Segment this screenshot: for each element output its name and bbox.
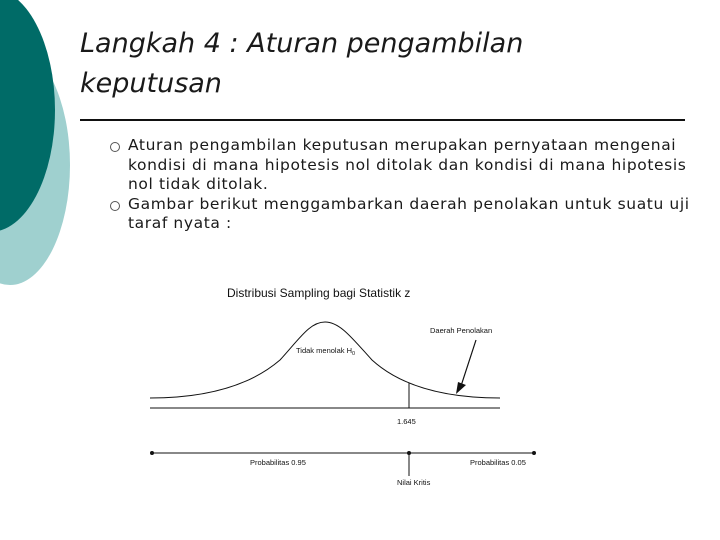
figure-title: Distribusi Sampling bagi Statistik z [227,286,411,300]
z-axis-right-end [532,451,536,455]
bullet-text: Aturan pengambilan keputusan merupakan pernyataan mengenai kondisi di mana hipotesis nol ditolak dan kondisi di mana hipotesis nol tidak ditolak. [128,136,687,193]
label-not-reject-subscript: 0 [352,351,356,357]
slide-title-line-2: keputusan [80,68,222,99]
label-reject-region: Daerah Penolakan [430,326,493,335]
z-axis-left-end [150,451,154,455]
arrow-head-icon [456,382,466,394]
probability-left-label: Probabilitas 0.95 [250,458,306,467]
label-not-reject [296,346,355,357]
label-not-reject-main: Tidak menolak H [296,346,352,355]
bullet-text: Gambar berikut menggambarkan daerah penolakan untuk suatu uji taraf nyata : [128,194,690,232]
critical-value-label: 1.645 [397,417,416,426]
critical-value-caption: Nilai Kritis [397,478,431,487]
slide-title-line-1: Langkah 4 : Aturan pengambilan [80,28,524,59]
arrow-shaft [461,340,476,386]
probability-right-label: Probabilitas 0.05 [470,458,526,467]
